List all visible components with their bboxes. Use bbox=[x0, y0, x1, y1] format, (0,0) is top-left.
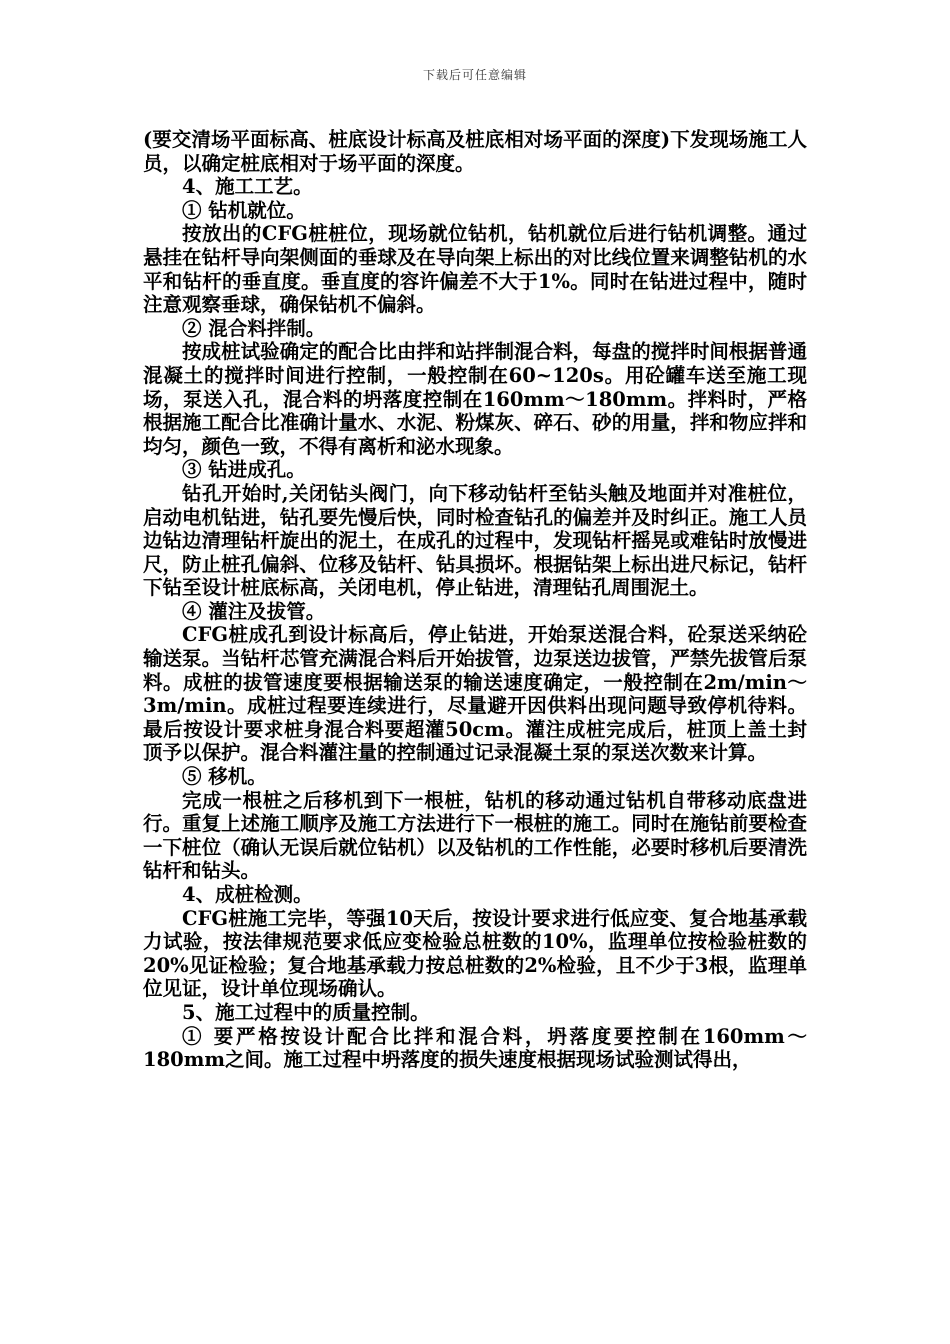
paragraph: 完成一根桩之后移机到下一根桩，钻机的移动通过钻机自带移动底盘进行。重复上述施工顺序及施工方法进行下一根桩的施工。同时在施钻前要检查一下桩位（确认无误后就位钻机）以及钻机的工作性能，必要时移机后要清洗钻杆和钻头。 bbox=[143, 788, 807, 883]
paragraph: 钻孔开始时,关闭钻头阀门，向下移动钻杆至钻头触及地面并对准桩位，启动电机钻进，钻孔要先慢后快，同时检查钻孔的偏差并及时纠正。施工人员边钻边清理钻杆旋出的泥土，在成孔的过程中，发现钻杆摇晃或难钻时放慢进尺，防止桩孔偏斜、位移及钻杆、钻具损坏。根据钻架上标出进尺标记，钻杆下钻至设计桩底标高，关闭电机，停止钻进，清理钻孔周围泥土。 bbox=[143, 481, 807, 600]
paragraph: CFG桩施工完毕，等强10天后，按设计要求进行低应变、复合地基承载力试验，按法律规范要求低应变检验总桩数的10%，监理单位按检验桩数的20%见证检验；复合地基承载力按总桩数的2%检验，且不少于3根，监理单位见证，设计单位现场确认。 bbox=[143, 906, 807, 1001]
subsection-heading: ④ 灌注及拔管。 bbox=[182, 599, 326, 623]
paragraph: CFG桩成孔到设计标高后，停止钻进，开始泵送混合料，砼泵送采纳砼输送泵。当钻杆芯管充满混合料后开始拔管，边泵送边拔管，严禁先拔管后泵料。成桩的拔管速度要根据输送泵的输送速度确定，一般控制在2m/min～3m/min。成桩过程要连续进行，尽量避开因供料出现问题导致停机待料。最后按设计要求桩身混合料要超灌50cm。灌注成桩完成后，桩顶上盖土封顶予以保护。混合料灌注量的控制通过记录混凝土泵的泵送次数来计算。 bbox=[143, 623, 807, 765]
subsection-heading: ③ 钻进成孔。 bbox=[182, 458, 306, 482]
document-body bbox=[143, 128, 807, 1072]
paragraph: (要交清场平面标高、桩底设计标高及桩底相对场平面的深度)下发现场施工人员，以确定桩底相对于场平面的深度。 bbox=[143, 128, 807, 175]
paragraph: 按放出的CFG桩桩位，现场就位钻机，钻机就位后进行钻机调整。通过悬挂在钻杆导向架侧面的垂球及在导向架上标出的对比线位置来调整钻机的水平和钻杆的垂直度。垂直度的容许偏差不大于1%。同时在钻进过程中，随时注意观察垂球，确保钻机不偏斜。 bbox=[143, 222, 807, 317]
section-heading: 4、施工工艺。 bbox=[182, 175, 313, 199]
paragraph: ① 要严格按设计配合比拌和混合料，坍落度要控制在160mm～180mm之间。施工过程中坍落度的损失速度根据现场试验测试得出， bbox=[143, 1024, 807, 1072]
section-heading: 4、成桩检测。 bbox=[182, 883, 313, 906]
subsection-heading: ① 钻机就位。 bbox=[182, 198, 306, 222]
section-heading: 5、施工过程中的质量控制。 bbox=[182, 1000, 430, 1024]
subsection-heading: ⑤ 移机。 bbox=[182, 765, 267, 789]
paragraph: 按成桩试验确定的配合比由拌和站拌制混合料，每盘的搅拌时间根据普通混凝土的搅拌时间进行控制，一般控制在60~120s。用砼罐车送至施工现场，泵送入孔，混合料的坍落度控制在160mm～180mm。拌料时，严格根据施工配合比准确计量水、水泥、粉煤灰、碎石、砂的用量，拌和物应拌和均匀，颜色一致，不得有离析和泌水现象。 bbox=[143, 340, 807, 458]
page-header: 下载后可任意编辑 bbox=[422, 68, 527, 82]
subsection-heading: ② 混合料拌制。 bbox=[182, 316, 326, 340]
